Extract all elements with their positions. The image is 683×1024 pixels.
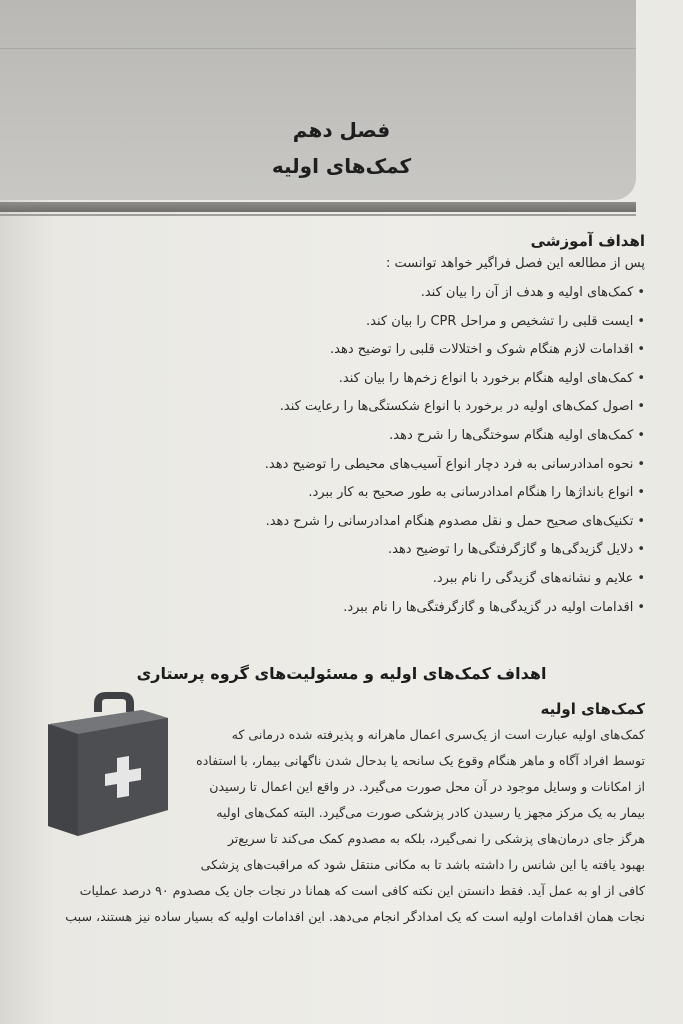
first-aid-kit-icon: [42, 690, 172, 840]
first-aid-heading: کمک‌های اولیه: [540, 700, 645, 718]
paragraph-line: توسط افراد آگاه و ماهر هنگام وقوع یک سانحه یا بدحال شدن ناگهانی بیمار، با استفاده: [196, 753, 645, 768]
paragraph-line: هرگز جای درمان‌های پزشکی را نمی‌گیرد، بلکه به مصدوم کمک می‌کند تا سریع‌تر: [227, 831, 645, 846]
title-divider-thin: [0, 214, 636, 216]
paragraph-line: نجات همان اقدامات اولیه است که یک امدادگر انجام می‌دهد. این اقدامات اولیه که بسیار ساده نیز هستند، سبب: [65, 909, 645, 924]
objectives-list: [85, 279, 645, 622]
paragraph-line: از امکانات و وسایل موجود در آن محل صورت می‌گیرد. در واقع این اعمال تا رسیدن: [209, 779, 645, 794]
objective-item: • اقدامات اولیه در گزیدگی‌ها و گازگرفتگی‌ها را نام ببرد.: [85, 594, 645, 623]
objective-item: • دلایل گزیدگی‌ها و گازگرفتگی‌ها را توضیح دهد.: [85, 536, 645, 565]
paragraph-line: کافی از او به عمل آید. فقط دانستن این نکته کافی است که همانا در نجات جان یک مصدوم ۹۰ درصد عملیات: [79, 883, 645, 898]
objective-item: • کمک‌های اولیه و هدف از آن را بیان کند.: [85, 279, 645, 308]
objective-item: • اصول کمک‌های اولیه در برخورد با انواع شکستگی‌ها را رعایت کند.: [85, 393, 645, 422]
objective-item: • نحوه امدادرسانی به فرد دچار انواع آسیب‌های محیطی را توضیح دهد.: [85, 451, 645, 480]
objective-item: • کمک‌های اولیه هنگام سوختگی‌ها را شرح دهد.: [85, 422, 645, 451]
paragraph-line: بهبود یافته یا این شانس را داشته باشد تا به مکانی منتقل شود که مراقبت‌های پزشکی: [200, 857, 645, 872]
objectives-heading: اهداف آموزشی: [530, 232, 645, 250]
objective-item: • انواع بانداژها را هنگام امدادرسانی به طور صحیح به کار ببرد.: [85, 479, 645, 508]
objective-item: • اقدامات لازم هنگام شوک و اختلالات قلبی را توضیح دهد.: [85, 336, 645, 365]
objective-item: • علایم و نشانه‌های گزیدگی را نام ببرد.: [85, 565, 645, 594]
chapter-number: فصل دهم: [292, 118, 391, 142]
objective-item: • تکنیک‌های صحیح حمل و نقل مصدوم هنگام امدادرسانی را شرح دهد.: [85, 508, 645, 537]
objective-item: • کمک‌های اولیه هنگام برخورد با انواع زخم‌ها را بیان کند.: [85, 365, 645, 394]
paragraph-line: بیمار به یک مرکز مجهز یا رسیدن کادر پزشکی صورت می‌گیرد. البته کمک‌های اولیه: [216, 805, 645, 820]
objective-item: • ایست قلبی را تشخیص و مراحل CPR را بیان کند.: [85, 308, 645, 337]
chapter-title: کمک‌های اولیه: [271, 154, 412, 178]
title-divider: [0, 202, 636, 212]
objectives-intro: پس از مطالعه این فصل فراگیر خواهد توانست :: [385, 256, 645, 271]
header-rule: [0, 48, 636, 49]
goals-heading: اهداف کمک‌های اولیه و مسئولیت‌های گروه پرستاری: [136, 664, 547, 683]
paragraph-line: کمک‌های اولیه عبارت است از یک‌سری اعمال ماهرانه و پذیرفته شده درمانی که: [231, 727, 645, 742]
